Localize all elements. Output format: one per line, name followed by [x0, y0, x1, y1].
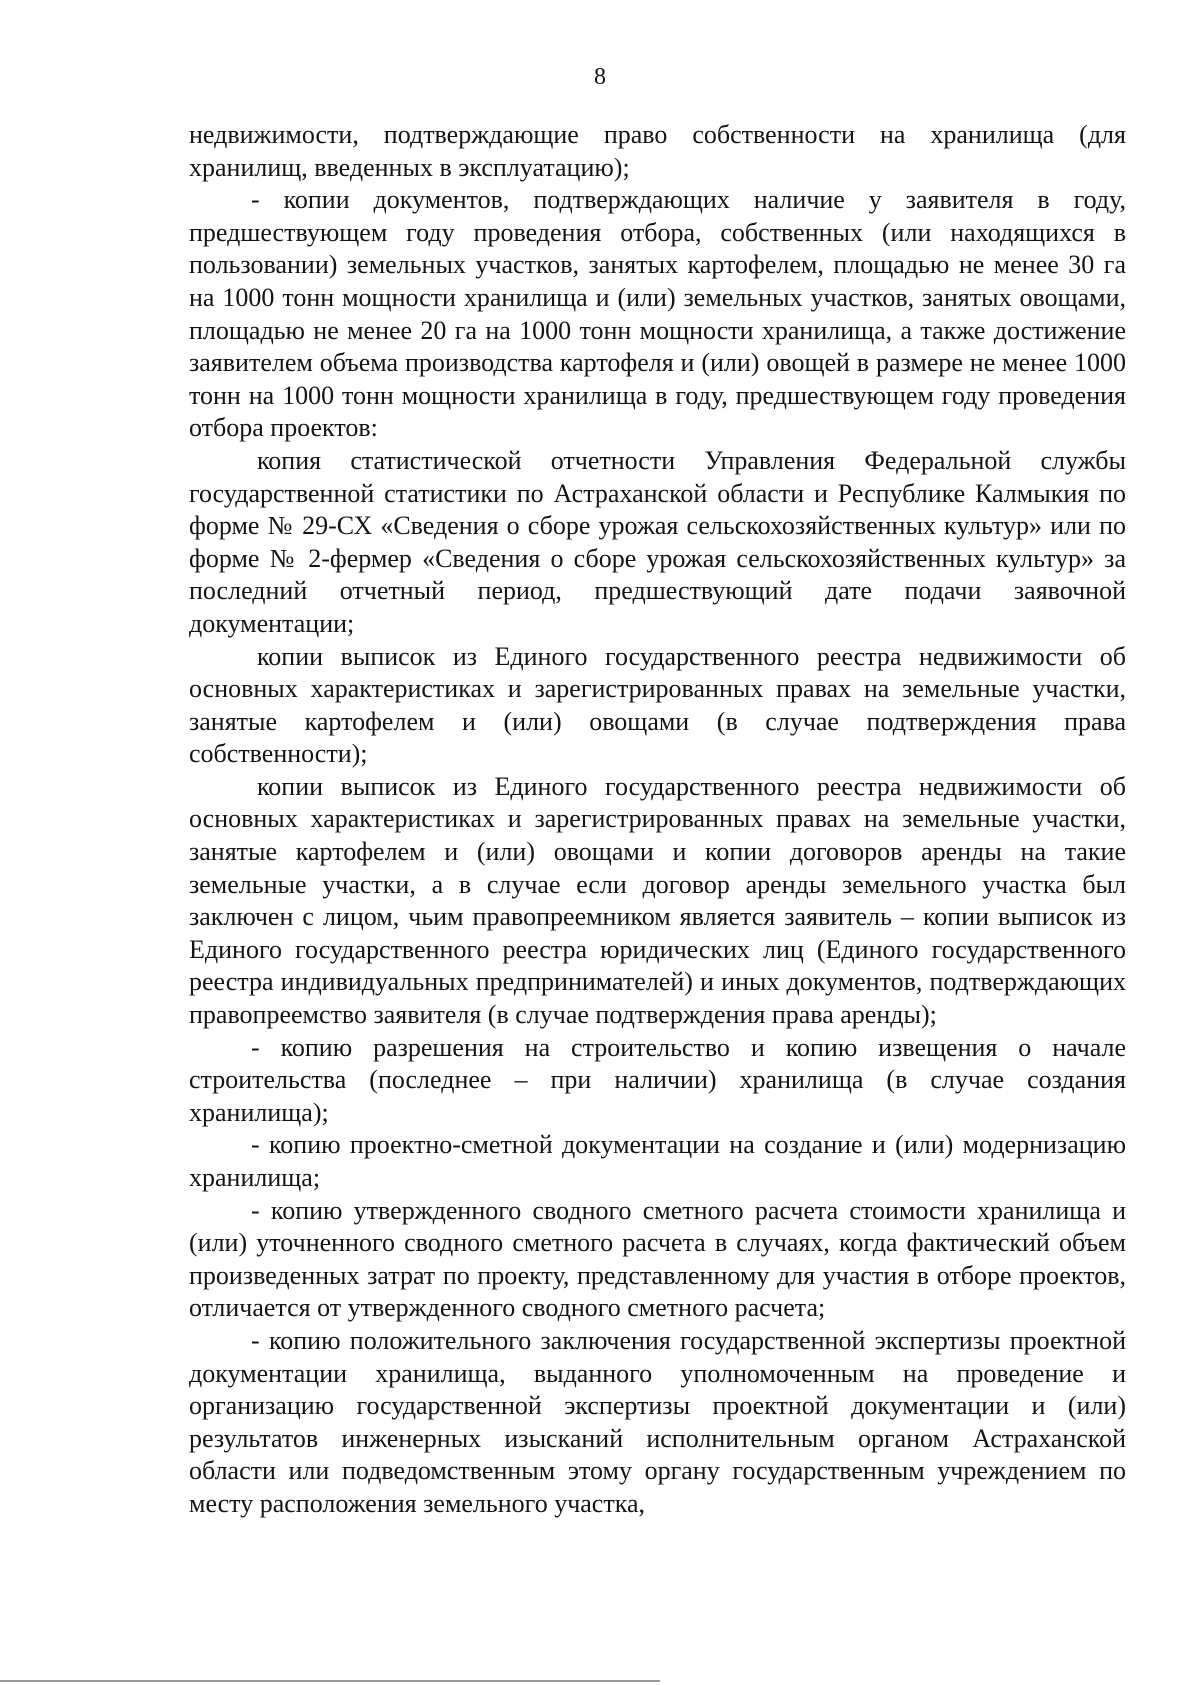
paragraph-construction-permit: - копию разрешения на строительство и копию извещения о начале строительства (последнее – при наличии) хранилища (в случае создания хранилища);	[189, 1032, 1126, 1127]
paragraph-summary-estimate: - копию утвержденного сводного сметного расчета стоимости хранилища и (или) уточненного сводного сметного расчета в случаях, когда фактический объем произведенных затрат по проекту, представленному для участия в отборе проектов, отличается от утвержденного сводного сметного расчета;	[189, 1195, 1126, 1323]
paragraph-design-estimate: - копию проектно-сметной документации на создание и (или) модернизацию хранилища;	[189, 1130, 1126, 1192]
document-body	[189, 119, 1126, 1521]
paragraph-statistical-report: копия статистической отчетности Управления Федеральной службы государственной статистики по Астраханской области и Республике Калмыкия по форме № 29-СХ «Сведения о сборе урожая сельскохозяйственных культур» или по форме № 2-фермер «Сведения о сборе урожая сельскохозяйственных культур» за последний отчетный период, предшествующий дате подачи заявочной документации;	[189, 445, 1126, 638]
scan-edge-line	[0, 1680, 660, 1682]
paragraph-land-plots-documents: - копии документов, подтверждающих наличие у заявителя в году, предшествующем году проведения отбора, собственных (или находящихся в пользовании) земельных участков, занятых картофелем, площадью не менее 30 га на 1000 тонн мощности хранилища и (или) земельных участков, занятых овощами, площадью не менее 20 га на 1000 тонн мощности хранилища, а также достижение заявителем объема производства картофеля и (или) овощей в размере не менее 1000 тонн на 1000 тонн мощности хранилища в году, предшествующем году проведения отбора проектов:	[189, 185, 1126, 443]
paragraph-registry-lease: копии выписок из Единого государственного реестра недвижимости об основных характеристиках и зарегистрированных правах на земельные участки, занятые картофелем и (или) овощами и копии договоров аренды на такие земельные участки, а в случае если договор аренды земельного участка был заключен с лицом, чьим правопреемником является заявитель – копии выписок из Единого государственного реестра юридических лиц (Единого государственного реестра индивидуальных предпринимателей) и иных документов, подтверждающих правопреемство заявителя (в случае подтверждения права аренды);	[189, 771, 1126, 1030]
paragraph-registry-ownership: копии выписок из Единого государственного реестра недвижимости об основных характеристиках и зарегистрированных правах на земельные участки, занятые картофелем и (или) овощами (в случае подтверждения права собственности);	[189, 641, 1126, 769]
paragraph-continuation: недвижимости, подтверждающие право собственности на хранилища (для хранилищ, введенных в эксплуатацию);	[189, 120, 1126, 182]
paragraph-expert-conclusion: - копию положительного заключения государственной экспертизы проектной документации хранилища, выданного уполномоченным на проведение и организацию государственной экспертизы проектной документации и (или) результатов инженерных изысканий исполнительным органом Астраханской области или подведомственным этому органу государственным учреждением по месту расположения земельного участка,	[189, 1325, 1126, 1518]
page-number: 8	[594, 64, 606, 90]
